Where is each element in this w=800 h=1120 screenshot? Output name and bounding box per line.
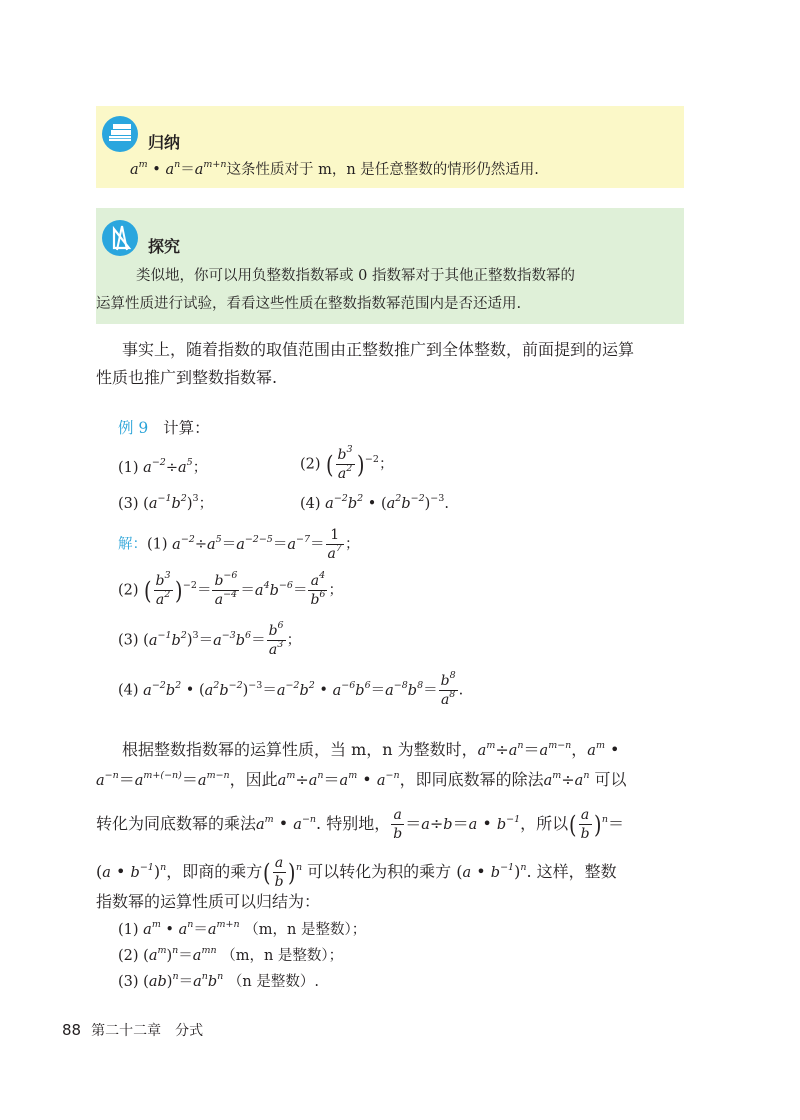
para2-line-5: 指数幂的运算性质可以归结为： [96, 892, 321, 911]
solution-1: 解：(1) $a^{-2}\div a^5=a^{-2-5}=a^{-7}=$ $\frac{1}{a^7}$ ； [118, 527, 360, 562]
rule-number: (1) [118, 922, 139, 938]
item-number: (3) [118, 632, 139, 649]
item-number: (4) [118, 682, 139, 699]
para2-text: ，即商的乘方 [166, 862, 263, 881]
rule-2: (2) $(a^m)^n=a^{mn}$ （m，n 是整数）； [118, 945, 344, 964]
explore-title: 探究 [148, 237, 181, 256]
item-number: (4) [300, 496, 321, 512]
para2-text: ，因此 [229, 770, 278, 789]
solution-3: (3) $(a^{-1}b^2)^3=a^{-3}b^6=$ $\frac{b^6}{a^3}$ ； [118, 620, 302, 658]
solution-4: (4) $a^{-2}b^2$ • $(a^2b^{-2})^{-3}=a^{-2}b^2$ • $a^{-6}b^6=a^{-8}b^8=$ $\frac{b^8}{a^8}$ . [118, 670, 464, 708]
para2-line-2: $a^{-n}=a^{m+(-n)}=a^{m-n}$，因此$a^m\div a^n=a^m$ • $a^{-n}$，即同底数幂的除法$a^m\div a^n$ 可以 [96, 770, 627, 789]
page-footer [62, 1020, 203, 1040]
para1-line-1: 事实上，随着指数的取值范围由正整数推广到全体整数，前面提到的运算 [122, 340, 635, 359]
page-number: 88 [62, 1021, 82, 1039]
books-icon [102, 116, 138, 152]
example-item-3: (3) $(a^{-1}b^2)^3$； [118, 493, 214, 512]
compass-triangle-icon [102, 220, 138, 256]
para2-text: . 特别地， [316, 814, 391, 833]
explore-box [96, 208, 684, 324]
item-number: (1) [118, 460, 139, 476]
para1-line-2: 性质也推广到整数指数幂. [96, 368, 278, 387]
example-item-2: (2) ( $\frac{b^3}{a^2}$ )$^{-2}$； [300, 444, 394, 482]
solution-2: (2) ( $\frac{b^3}{a^2}$ )$^{-2}$＝ $\frac{b^{-6}}{a^{-4}}$ $=a^4b^{-6}=$ $\frac{a^4}{b^6}$ ； [118, 570, 343, 608]
item-number: (2) [300, 456, 321, 473]
summary-box [96, 106, 684, 188]
summary-text-suffix: 这条性质对于 m，n 是任意整数的情形仍然适用. [226, 162, 539, 178]
para2-text: 转化为同底数幂的乘法 [96, 814, 257, 833]
para2-text: . 这样，整数 [526, 862, 617, 881]
para2-line-1: 根据整数指数幂的运算性质，当 m，n 为整数时，$a^m\div a^n=a^{m-n}$，$a^m$ • [122, 740, 620, 759]
summary-text: $a^m$ • $a^n=a^{m+n}$这条性质对于 m，n 是任意整数的情形仍然适用. [130, 159, 539, 178]
rule-3: (3) $(ab)^n=a^nb^n$ （n 是整数）. [118, 971, 319, 990]
para2-line-3: 转化为同底数幂的乘法$a^m$ • $a^{-n}$. 特别地， $\frac{a}{b}$ ＝a÷b＝a • $b^{-1}$，所以( $\frac{a}{b}$ )$^n$＝ [96, 807, 625, 842]
rule-note: （m，n 是整数）； [244, 922, 367, 938]
example-item-4: (4) $a^{-2}b^2$ • $(a^2b^{-2})^{-3}$. [300, 493, 449, 512]
para2-text: 可以转化为积的乘方 [307, 862, 452, 881]
para2-text: 可以 [594, 770, 627, 789]
rule-1: (1) $a^m$ • $a^n=a^{m+n}$ （m，n 是整数）； [118, 919, 367, 938]
para2-text: ，所以 [520, 814, 569, 833]
rule-number: (3) [118, 974, 139, 990]
chapter-title: 第二十二章 分式 [91, 1023, 204, 1039]
solution-label: 解： [118, 536, 147, 553]
rule-number: (2) [118, 948, 139, 964]
item-number: (1) [147, 536, 168, 553]
rule-note: （n 是整数）. [227, 974, 319, 990]
para2-text: ，即同底数幂的除法 [399, 770, 544, 789]
item-number: (3) [118, 496, 139, 512]
explore-line-2: 运算性质进行试验，看看这些性质在整数指数幂范围内是否还适用. [96, 296, 522, 312]
example-item-1: (1) $a^{-2}\div a^5$； [118, 457, 208, 476]
item-number: (2) [118, 582, 139, 599]
rule-note: （m，n 是整数）； [221, 948, 344, 964]
para2-line-4: (a • $b^{-1})^n$，即商的乘方( $\frac{a}{b}$ )$^n$ 可以转化为积的乘方 (a • $b^{-1})^n$. 这样，整数 [96, 855, 617, 890]
para2-text: 根据整数指数幂的运算性质，当 m，n 为整数时， [122, 740, 478, 759]
example-label: 例 9 [118, 419, 149, 437]
example-prompt: 计算： [163, 419, 210, 437]
summary-title: 归纳 [148, 133, 181, 152]
example-heading [118, 418, 210, 438]
explore-line-1: 类似地，你可以用负整数指数幂或 0 指数幂对于其他正整数指数幂的 [136, 268, 575, 284]
